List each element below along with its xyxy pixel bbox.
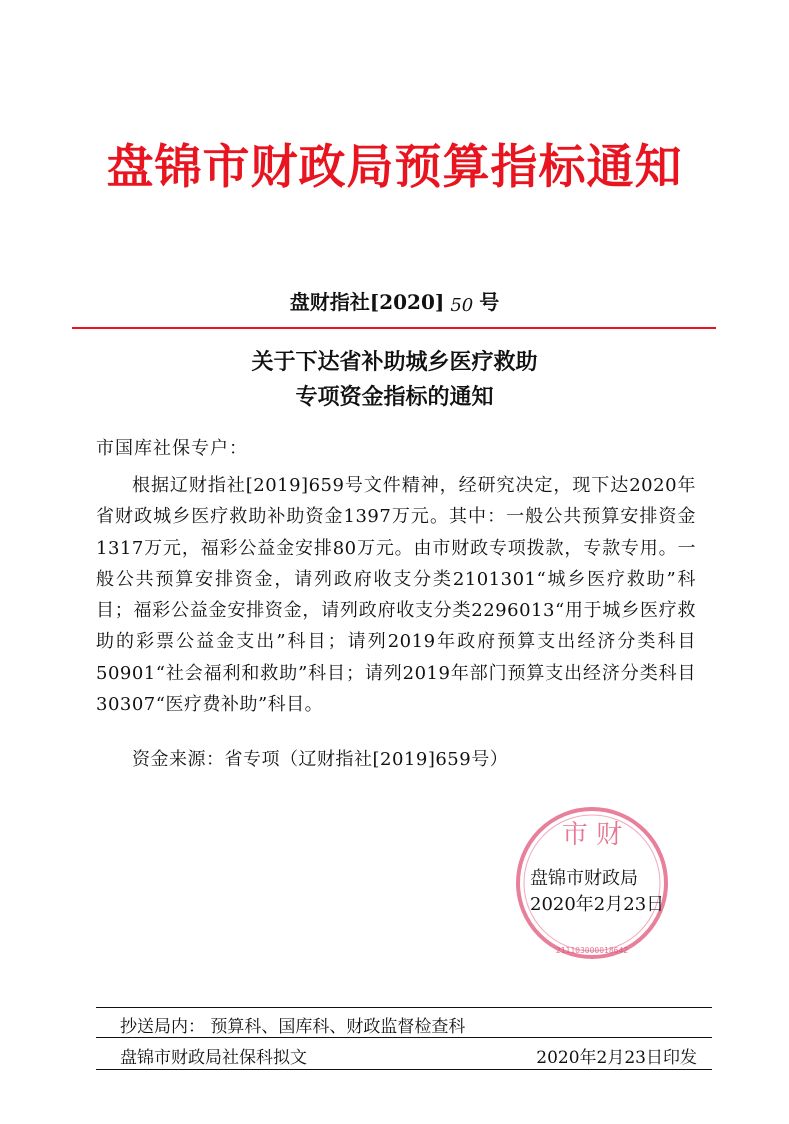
addressee: 市国库社保专户： <box>96 438 248 459</box>
red-divider <box>72 327 716 329</box>
seal-code-text: 211103000018642 <box>555 946 629 955</box>
drafter: 盘锦市财政局社保科拟文 <box>120 1048 307 1068</box>
issue-date: 2020年2月23日印发 <box>536 1048 697 1068</box>
document-number-prefix: 盘财指社[2020] <box>289 290 445 314</box>
signature-organization: 盘锦市财政局 <box>530 868 638 889</box>
footer-rule-middle <box>96 1037 712 1038</box>
subject-line-2: 专项资金指标的通知 <box>295 385 494 410</box>
document-number-suffix: 号 <box>479 290 500 314</box>
document-number <box>0 286 789 315</box>
signature-date: 2020年2月23日 <box>530 894 665 915</box>
cc-line: 抄送局内： 预算科、国库科、财政监督检查科 <box>120 1017 466 1037</box>
footer-rule-top <box>96 1007 712 1008</box>
subject-line-1: 关于下达省补助城乡医疗救助 <box>251 350 538 375</box>
document-number-handwritten: 50 <box>450 295 474 316</box>
seal-top-text: 市 财 <box>561 820 623 850</box>
footer-rule-bottom <box>96 1069 712 1070</box>
document-title: 盘锦市财政局预算指标通知 <box>106 140 683 195</box>
body-paragraph: 根据辽财指社[2019]659号文件精神，经研究决定，现下达2020年省财政城乡医疗救助补助资金1397万元。其中：一般公共预算安排资金1317万元，福彩公益金安排80万元。由市财政专项拨款，专款专用。一般公共预算安排资金，请列政府收支分类2101301“城乡医疗救助”科目；福彩公益金安排资金，请列政府收支分类2296013“用于城乡医疗救助的彩票公益金支出”科目；请列2019年政府预算支出经济分类科目50901“社会福利和救助”科目；请列2019年部门预算支出经济分类科目30307“医疗费补助”科目。 <box>96 475 696 716</box>
funding-source: 资金来源：省专项（辽财指社[2019]659号） <box>132 749 509 770</box>
